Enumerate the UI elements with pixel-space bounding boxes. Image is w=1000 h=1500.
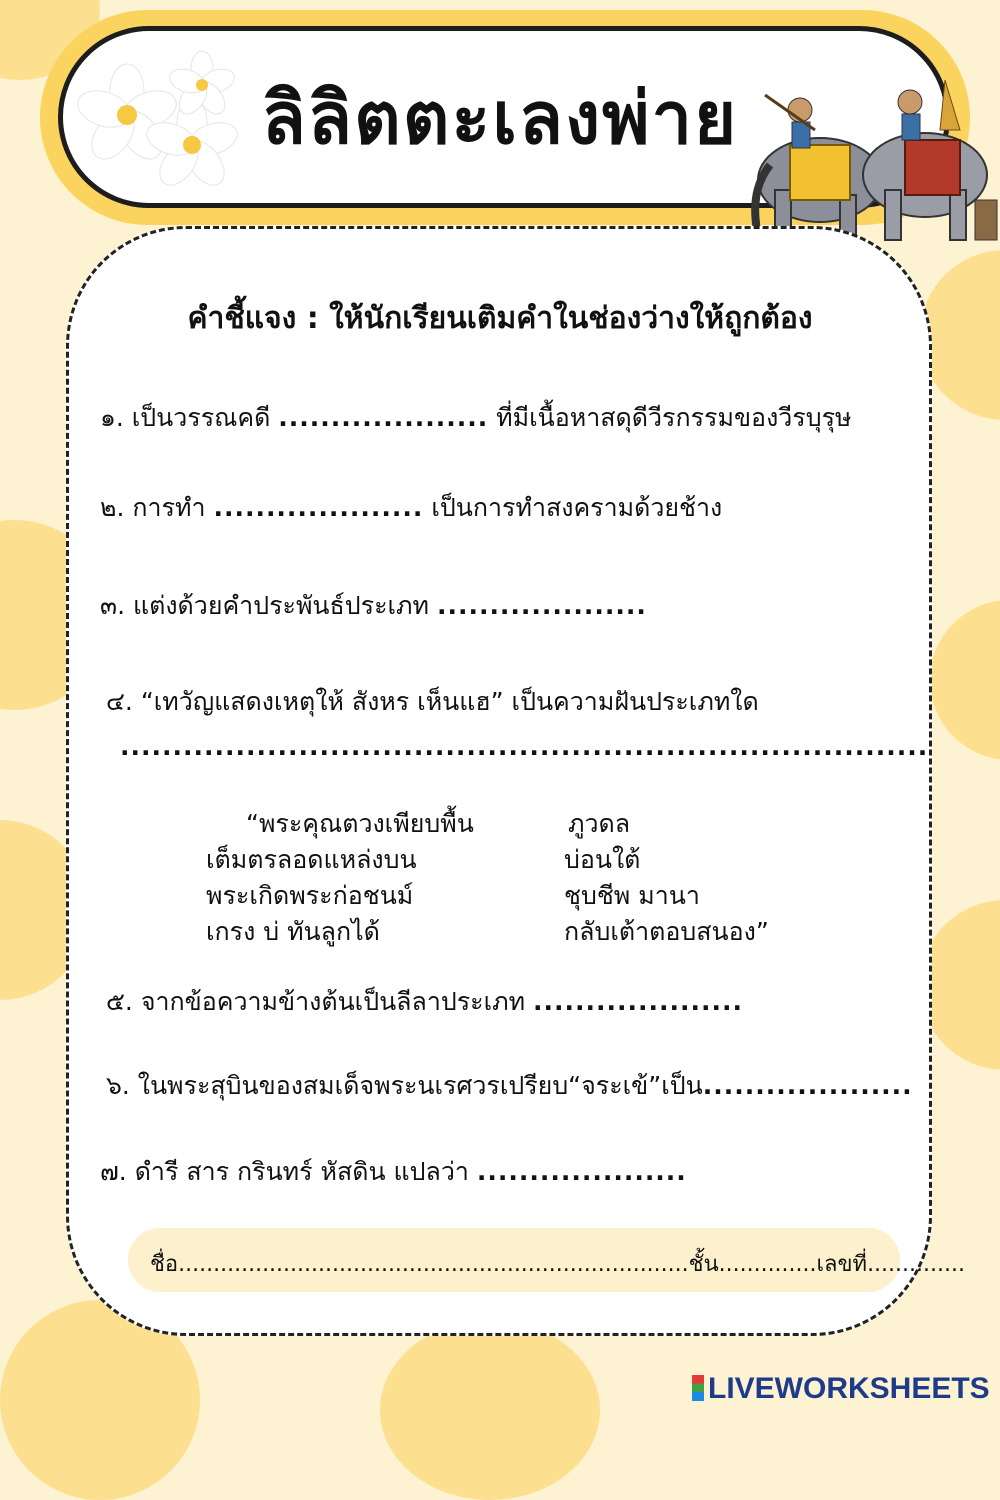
- page-title: ลิลิตตะเลงพ่าย: [261, 76, 739, 160]
- answer-blank[interactable]: ....................: [436, 591, 647, 620]
- poem-line-3-right: ชุบชีพ มานา: [564, 881, 700, 910]
- poem-line-1-left: “พระคุณตวงเพียบพื้น: [246, 809, 474, 838]
- poem-line-2-right: บ่อนใต้: [564, 845, 641, 874]
- frangipani-flower-icon: [72, 50, 242, 200]
- question-text: ๖. ในพระสุบินของสมเด็จพระนเรศวรเปรียบ“จระเข้”เป็น: [106, 1071, 703, 1100]
- instruction-text: คำชี้แจง : ให้นักเรียนเติมคำในช่องว่างให้ถูกต้อง: [187, 301, 813, 336]
- answer-blank[interactable]: ....................: [533, 987, 743, 1016]
- answer-blank[interactable]: ....................: [278, 403, 489, 432]
- question-text: ๑. เป็นวรรณคดี: [100, 403, 279, 432]
- question-1: [100, 398, 852, 438]
- bg-circle: [930, 600, 1000, 760]
- answer-blank[interactable]: ....................: [476, 1157, 687, 1186]
- question-5: [106, 982, 743, 1022]
- answer-line[interactable]: .............................................................................: [120, 732, 929, 761]
- question-text: ๒. การทำ: [100, 493, 214, 522]
- question-text: ๕. จากข้อความข้างต้นเป็นลีลาประเภท: [106, 987, 534, 1016]
- elephant-battle-illustration: [745, 70, 1000, 250]
- logo-mark-icon: [692, 1375, 704, 1401]
- poem-line-3-left: พระเกิดพระก่อชนม์: [206, 881, 414, 910]
- poem-line-2-left: เต็มตรลอดแหล่งบน: [206, 845, 417, 874]
- answer-blank[interactable]: ....................: [702, 1071, 913, 1100]
- logo-text: LIVEWORKSHEETS: [708, 1372, 990, 1405]
- poem-line-1-right: ภูวดล: [568, 809, 631, 838]
- answer-blank[interactable]: ....................: [213, 493, 424, 522]
- bg-circle: [920, 900, 1000, 1070]
- bg-circle: [380, 1320, 600, 1500]
- question-4: [106, 682, 759, 722]
- poem-line-4-left: เกรง บ่ ทันลูกได้: [206, 917, 380, 946]
- liveworksheets-logo: [692, 1372, 990, 1406]
- question-text: เป็นการทำสงครามด้วยช้าง: [423, 493, 723, 522]
- question-text: ๔. “เทวัญแสดงเหตุให้ สังหร เห็นแฮ” เป็นความฝันประเภทใด: [106, 687, 759, 716]
- question-text: ๗. ดำรี สาร กรินทร์ หัสดิน แปลว่า: [100, 1157, 477, 1186]
- question-3: [100, 586, 647, 626]
- poem-line-4-right: กลับเต้าตอบสนอง”: [564, 917, 769, 946]
- question-text: ที่มีเนื้อหาสดุดีวีรกรรมของวีรบุรุษ: [488, 403, 852, 432]
- bg-circle: [920, 250, 1000, 420]
- question-6: [106, 1066, 913, 1106]
- question-2: [100, 488, 722, 528]
- question-7: [100, 1152, 687, 1192]
- question-text: ๓. แต่งด้วยคำประพันธ์ประเภท: [100, 591, 437, 620]
- student-info-text[interactable]: ชื่อ.........................................................................ชั้น..............เลขที่..............: [150, 1252, 965, 1277]
